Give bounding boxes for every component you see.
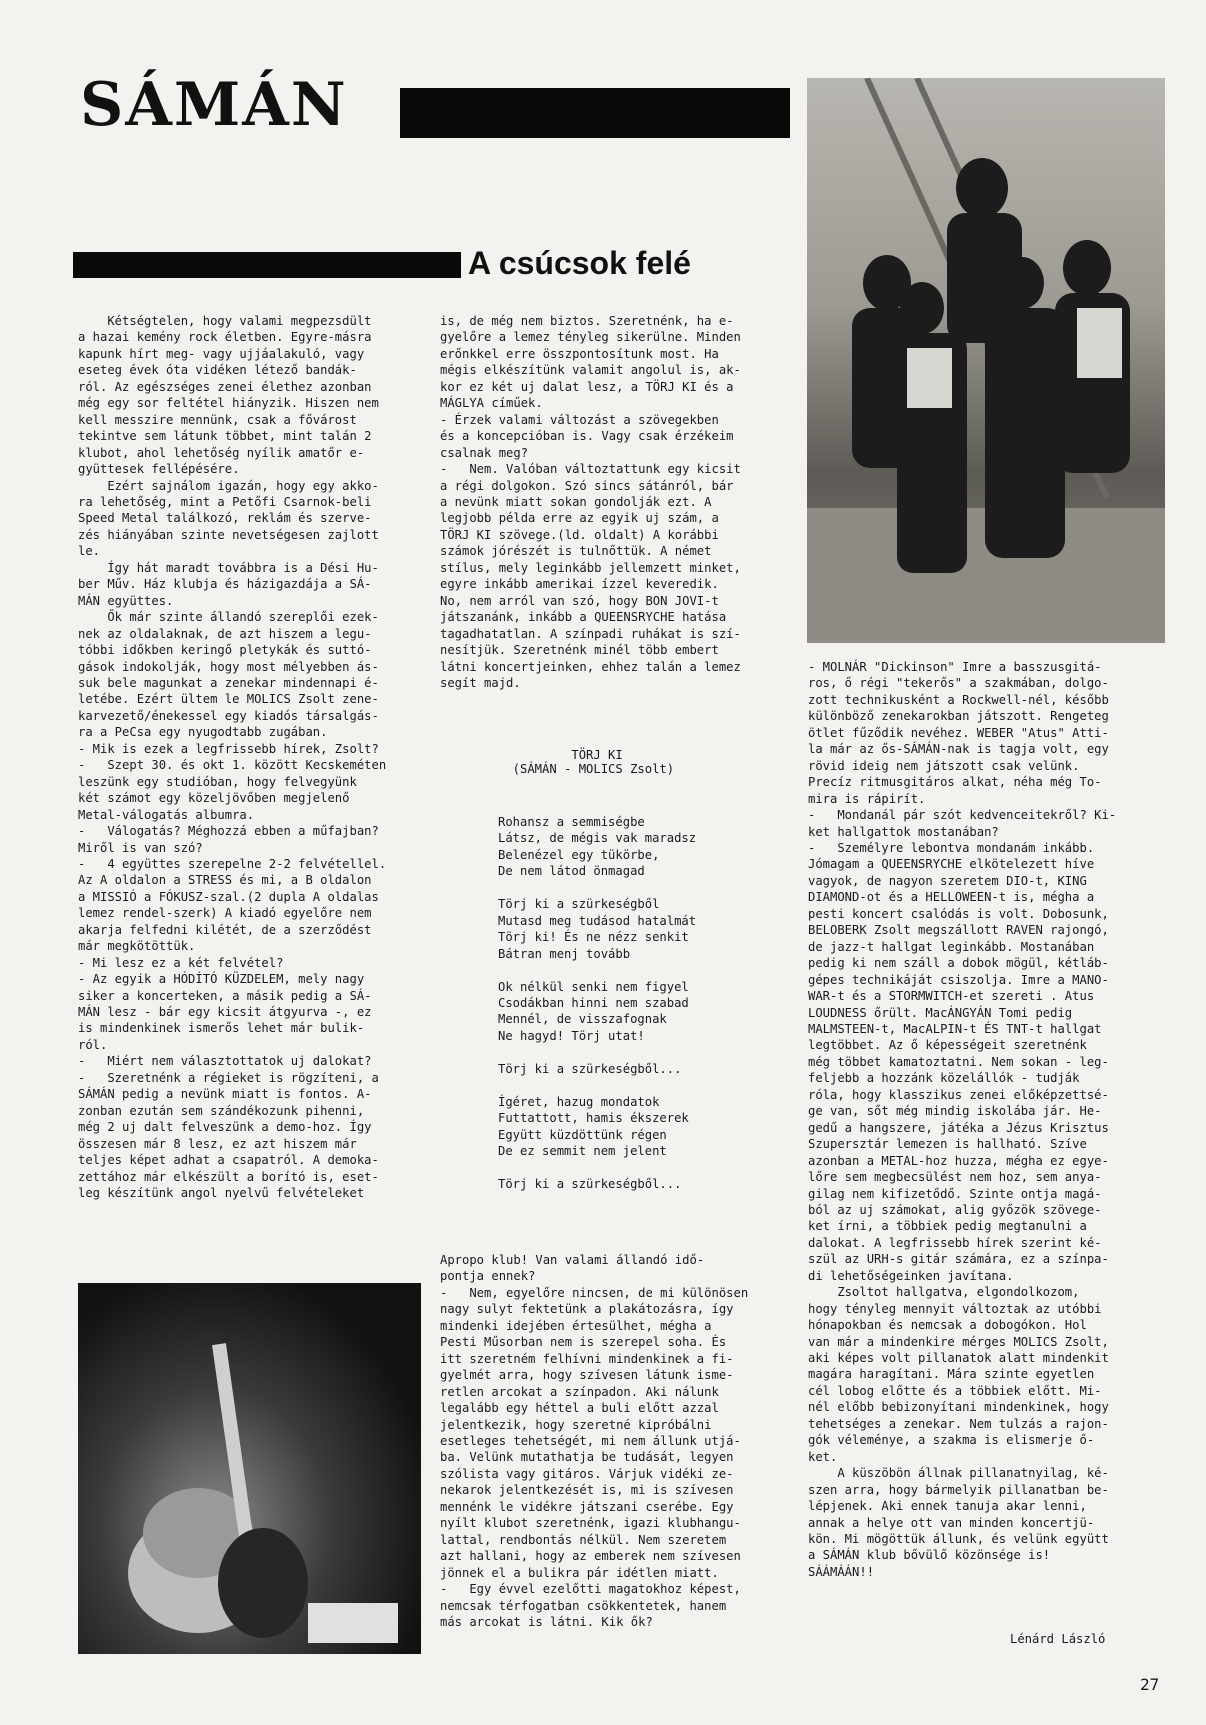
author-byline: Lénárd László xyxy=(1010,1632,1106,1646)
guitarist-photo-illustration xyxy=(78,1283,421,1654)
page-number: 27 xyxy=(1140,1675,1160,1694)
guitarist-photo xyxy=(78,1283,421,1654)
article-column-1: Kétségtelen, hogy valami megpezsdült a hazai kemény rock életben. Egyre-másra kapunk hírt meg- vagy ujjáalakuló, vagy eseteg évek óta vidéken létező bandák- ról. Az egészséges zenei élethez azonban még egy sor feltétel hiányzik. Hiszen nem kell messzire mennünk, csak a fővárost tekintve sem látunk többet, mint talán 2 klubot, ahol lehetőség nyílik amatőr e- gyüttesek fellépésére. Ezért sajnálom igazán, hogy egy akko- ra lehetőség, mint a Petőfi Csarnok-beli Speed Metal találkozó, reklám és szerve- zés hiányában szinte nevetségesen zajlott le. Így hát maradt továbbra is a Dési Hu- ber Műv. Ház klubja és házigazdája a SÁ- MÁN együttes. Ők már szinte állandó szereplői ezek- nek az oldalaknak, de azt hiszem a legu- tóbbi időkben keringő pletykák és suttó- gások indokolják, hogy most mélyebben ás- suk bele magunkat a zenekar mindennapi é- letébe. Ezért ültem le MOLICS Zsolt zene- karvezető/énekessel egy kiadós társalgás- ra a PeCsa egy nyugodtabb zugában. - Mik is ezek a legfrissebb hírek, Zsolt? - Szept 30. és okt 1. között Kecskeméten leszünk egy studióban, hogy felvegyünk két számot egy közeljövőben megjelenő Metal-válogatás albumra. - Válogatás? Méghozzá ebben a műfajban? Miről is van szó? - 4 együttes szerepelne 2-2 felvétellel. Az A oldalon a STRESS és mi, a B oldalon a MISSIÓ a FÓKUSZ-szal.(2 dupla A oldalas lemez rendel-szerk) A kiadó egyelőre nem akarja felfedni kilétét, de a szerződést már megkötöttük. - Mi lesz ez a két felvétel? - Az egyik a HÓDÍTÓ KÜZDELEM, mely nagy siker a koncerteken, a másik pedig a SÁ- MÁN lesz - bár egy kicsit átgyurva -, ez is mindenkinek ismerős lehet már bulik- ról. - Miért nem választottatok uj dalokat? - Szeretnénk a régieket is rögzíteni, a SÁMÁN pedig a nevünk miatt is fontos. A- zonban ezután sem szándékozunk pihenni, még 2 uj dalt felveszünk a demo-hoz. Így összesen már 8 lesz, ez azt hiszem már teljes képet adhat a csapatról. A demoka- zettához már elkészült a borító is, eset- leg készítünk angol nyelvű felvételeket xyxy=(78,314,387,1201)
article-column-3: - MOLNÁR "Dickinson" Imre a basszusgitá- ros, ő régi "tekerős" a szakmában, dolgo- zott technikusként a Rockwell-nél, később különböző zenekarokban játszott. Rengeteg ötlet fűződik nevéhez. WEBER "Atus" Atti- la már az ős-SÁMÁN-nak is tagja volt, egy rövid ideig nem játszott csak velünk. Precíz ritmusgitáros alkat, néha még To- mira is rápirít. - Mondanál pár szót kedvenceitekről? Ki- ket hallgattok mostanában? - Személyre lebontva mondanám inkább. Jómagam a QUEENSRYCHE elkötelezett híve vagyok, de nagyon szeretem DIO-t, KING DIAMOND-ot és a HELLOWEEN-t is, mégha a pesti koncert csalódás is volt. Dobosunk, BELOBERK Zsolt megszállott RAVEN rajongó, de jazz-t hallgat leginkább. Mostanában pedig ki nem száll a dobok mögül, kétláb- gépes technikáját csiszolja. Imre a MANO- WAR-t és a STORMWITCH-et szereti . Atus LOUDNESS őrült. MacÁNGYÁN Tomi pedig MALMSTEEN-t, MacALPIN-t ÉS TNT-t hallgat legtöbbet. Az ő képességeit szeretnénk még többet kamatoztatni. Nem sokan - leg- feljebb a hozzánk közelállók - tudják róla, hogy klasszikus zenei előképzettsé- ge van, sőt még mindig iskolába jár. He- gedű a hangszere, játéka a Jézus Krisztus Szupersztár lemezen is hallható. Szíve azonban a METAL-hoz huzza, mégha ez egye- lőre sem megbecsülést nem hoz, sem anya- gilag nem kifizetődő. Szinte ontja magá- ból az uj számokat, alig győzök szövege- ket írni, a többiek pedig megtanulni a dalokat. A legfrissebb hírek szerint ké- szül az URH-s gitár számára, ez a színpa- di lehetőségeinken javítana. Zsoltot hallgatva, elgondolkozom, hogy tényleg mennyit változtak az utóbbi hónapokban és nemcsak a dobogókon. Hol van már a mindenkire mérges MOLICS Zsolt, aki képes volt pillanatok alatt mindenkit magára haragítani. Mára szinte egyetlen cél lobog előtte és a többiek előtt. Mi- nél előbb bebizonyítani mindenkinek, hogy tehetséges a zenekar. Nem tulzás a rajon- gók véleménye, a szakma is elismerje ő- ket. A küszöbön állnak pillanatnyilag, ké- szen arra, hogy bármelyik pillanatban be- lépjenek. Aki ennek tanuja akar lenni, annak a helye ott van minden koncertjü- kön. Mi mögöttük állunk, és velünk együtt a SÁMÁN klub bővülő közönsége is! SÁÁMÁÁN!! xyxy=(808,660,1117,1579)
band-photo xyxy=(807,78,1165,643)
article-title: SÁMÁN xyxy=(80,70,348,140)
poem-body: Rohansz a semmiségbe Látsz, de mégis vak maradsz Belenézel egy tükörbe, De nem látod önmagad Törj ki a szürkeségből Mutasd meg tudásod hatalmát Törj ki! És ne nézz senkit Bátran menj tovább Ok nélkül senki nem figyel Csodákban hinni nem szabad Mennél, de visszafognak Ne hagyd! Törj utat! Törj ki a szürkeségből... Ígéret, hazug mondatok Futtattott, hamis ékszerek Együtt küzdöttünk régen De ez semmit nem jelent Törj ki a szürkeségből... xyxy=(498,815,697,1191)
article-column-2-bottom: Apropo klub! Van valami állandó idő- pontja ennek? - Nem, egyelőre nincsen, de mi különösen nagy sulyt fektetünk a plakátozásra, így mindenki idejében értesülhet, mégha a Pesti Műsorban nem is szerepel soha. És itt szeretném felhívni mindenkinek a fi- gyelmét arra, hogy szívesen látunk isme- retlen arcokat a színpadon. Aki nálunk legalább egy héttel a buli előtt azzal jelentkezik, hogy szeretné kipróbálni esetleges tehetségét, mi nem állunk utjá- ba. Velünk mutathatja be tudását, legyen szólista vagy gitáros. Várjuk vidéki ze- nekarok jelentkezését is, mi is szívesen mennénk le vidékre játszani cserébe. Egy nyílt klubot szeretnénk, igazi klubhangu- lattal, rendbontás nélkül. Nem szeretem azt hallani, hogy az emberek nem szívesen jönnek el a bulikra pár idétlen miatt. - Egy évvel ezelőtti magatokhoz képest, nemcsak térfogatban csökkentetek, hanem más arcokat is látni. Kik ők? xyxy=(440,1253,749,1629)
title-black-bar xyxy=(400,88,790,138)
poem-title: TÖRJ KI (SÁMÁN - MOLICS Zsolt) xyxy=(512,748,675,776)
article-column-2: is, de még nem biztos. Szeretnénk, ha e- gyelőre a lemez tényleg sikerülne. Minden erőnkkel erre összpontosítunk most. Ha mégis elkészítünk valamit angolul is, ak- kor ez két uj dalat lesz, a TÖRJ KI és a MÁGLYA címűek. - Érzek valami változást a szövegekben és a koncepcióban is. Vagy csak érzékeim csalnak meg? - Nem. Valóban változtattunk egy kicsit a régi dolgokon. Szó sincs sátánról, bár a nevünk miatt sokan gondolják ezt. A legjobb példa erre az egyik uj szám, a TÖRJ KI szövege.(ld. oldalt) A korábbi számok jórészét is tulnőttük. A német stílus, mely leginkább jellemzett minket, egyre inkább amerikai ízzel keveredik. No, nem arról van szó, hogy BON JOVI-t játszanánk, inkább a QUEENSRYCHE hatása tagadhatatlan. A színpadi ruhákat is szí- nesítjük. Szeretnénk minél több embert látni koncertjeinken, ehhez talán a lemez segít majd. xyxy=(440,314,741,690)
article-subtitle: A csúcsok felé xyxy=(468,245,691,281)
band-photo-illustration xyxy=(807,78,1165,643)
subtitle-black-bar xyxy=(73,252,461,278)
